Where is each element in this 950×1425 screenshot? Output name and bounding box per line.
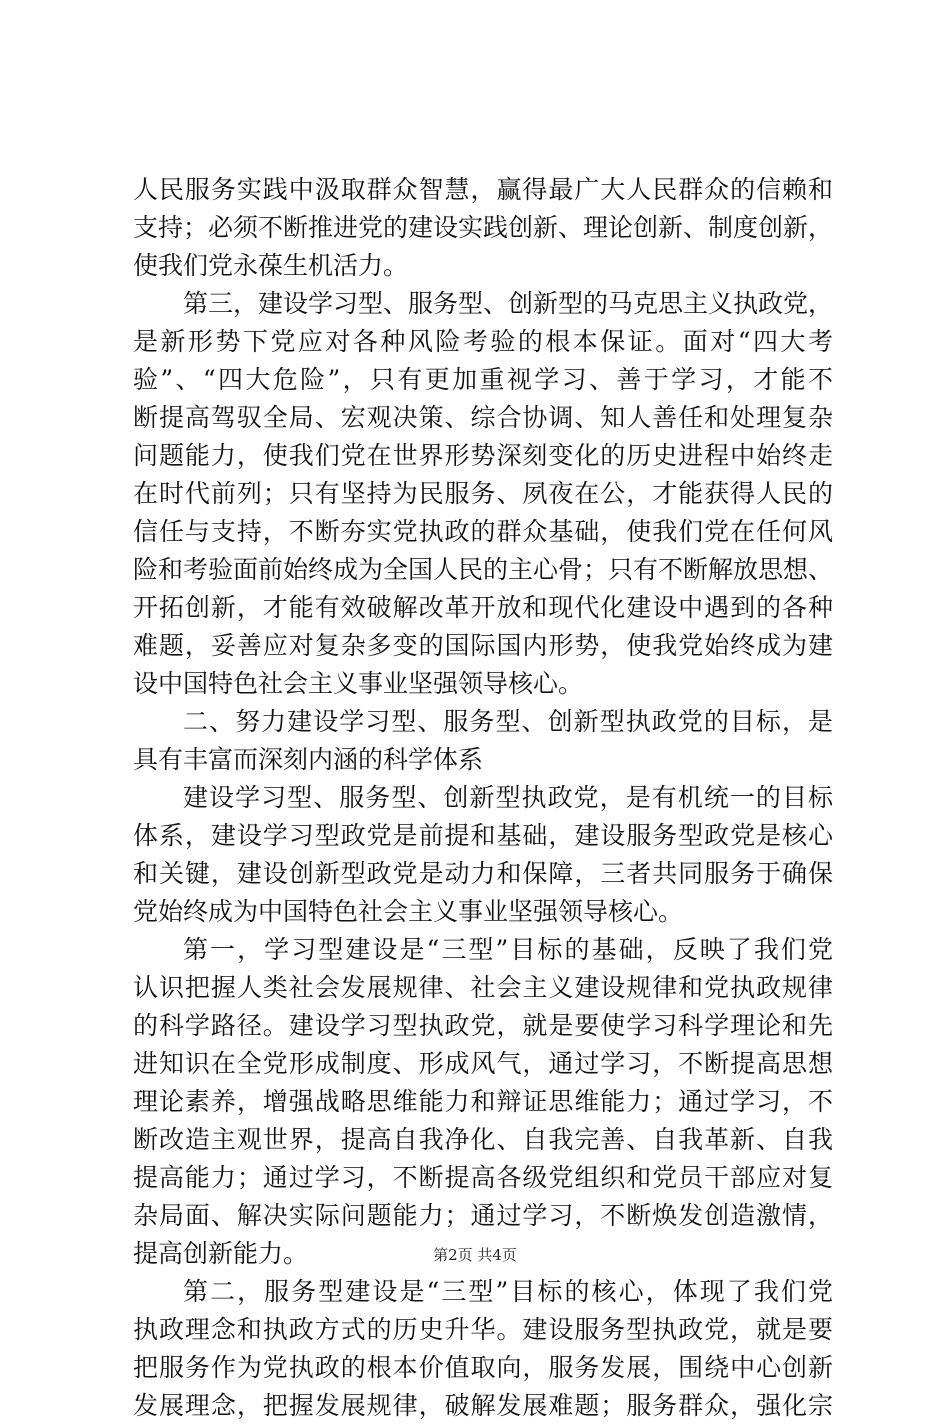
text-line: 具有丰富而深刻内涵的科学体系 (133, 745, 484, 774)
text-line: 的科学路径。建设学习型执政党，就是要使学习科学理论和先 (133, 1011, 833, 1040)
text-line: 杂局面、解决实际问题能力；通过学习，不断焕发创造激情， (133, 1201, 833, 1230)
text-line: 验”、“四大危险”，只有更加重视学习、善于学习，才能不 (133, 365, 833, 394)
text-line: 断提高驾驭全局、宏观决策、综合协调、知人善任和处理复杂 (133, 403, 833, 432)
text-line: 发展理念，把握发展规律，破解发展难题；服务群众，强化宗 (133, 1391, 833, 1420)
text-line: 险和考验面前始终成为全国人民的主心骨；只有不断解放思想、 (133, 555, 834, 584)
text-line: 第三，建设学习型、服务型、创新型的马克思主义执政党， (183, 289, 834, 318)
text-line: 问题能力，使我们党在世界形势深刻变化的历史进程中始终走 (133, 441, 833, 470)
text-line: 支持；必须不断推进党的建设实践创新、理论创新、制度创新， (133, 213, 834, 242)
text-line: 进知识在全党形成制度、形成风气，通过学习，不断提高思想 (133, 1049, 833, 1078)
text-line: 难题，妥善应对复杂多变的国际国内形势，使我党始终成为建 (133, 631, 833, 660)
text-line: 信任与支持，不断夯实党执政的群众基础，使我们党在任何风 (133, 517, 833, 546)
text-line: 提高创新能力。 (133, 1239, 309, 1268)
text-line: 二、努力建设学习型、服务型、创新型执政党的目标，是 (183, 707, 833, 736)
document-body (133, 171, 833, 1425)
text-line: 设中国特色社会主义事业坚强领导核心。 (133, 669, 584, 698)
text-line: 和关键，建设创新型政党是动力和保障，三者共同服务于确保 (133, 859, 833, 888)
text-line: 认识把握人类社会发展规律、社会主义建设规律和党执政规律 (133, 973, 833, 1002)
text-line: 执政理念和执政方式的历史升华。建设服务型执政党，就是要 (133, 1315, 833, 1344)
text-line: 开拓创新，才能有效破解改革开放和现代化建设中遇到的各种 (133, 593, 833, 622)
page-number: 第2页 共4页 (433, 1246, 517, 1264)
text-line: 建设学习型、服务型、创新型执政党，是有机统一的目标 (183, 783, 833, 812)
text-line: 断改造主观世界，提高自我净化、自我完善、自我革新、自我 (133, 1125, 833, 1154)
text-line: 第二，服务型建设是“三型”目标的核心，体现了我们党 (183, 1277, 833, 1306)
text-line: 体系，建设学习型政党是前提和基础，建设服务型政党是核心 (133, 821, 833, 850)
text-line: 在时代前列；只有坚持为民服务、夙夜在公，才能获得人民的 (133, 479, 833, 508)
page-footer (0, 1245, 950, 1265)
text-line: 人民服务实践中汲取群众智慧，赢得最广大人民群众的信赖和 (133, 175, 833, 204)
text-line: 提高能力；通过学习，不断提高各级党组织和党员干部应对复 (133, 1163, 833, 1192)
text-line: 党始终成为中国特色社会主义事业坚强领导核心。 (133, 897, 684, 926)
text-line: 第一，学习型建设是“三型”目标的基础，反映了我们党 (183, 935, 833, 964)
text-line: 是新形势下党应对各种风险考验的根本保证。面对“四大考 (133, 327, 833, 356)
text-line: 把服务作为党执政的根本价值取向，服务发展，围绕中心创新 (133, 1353, 833, 1382)
text-line: 使我们党永葆生机活力。 (133, 251, 409, 280)
text-line: 理论素养，增强战略思维能力和辩证思维能力；通过学习，不 (133, 1087, 833, 1116)
